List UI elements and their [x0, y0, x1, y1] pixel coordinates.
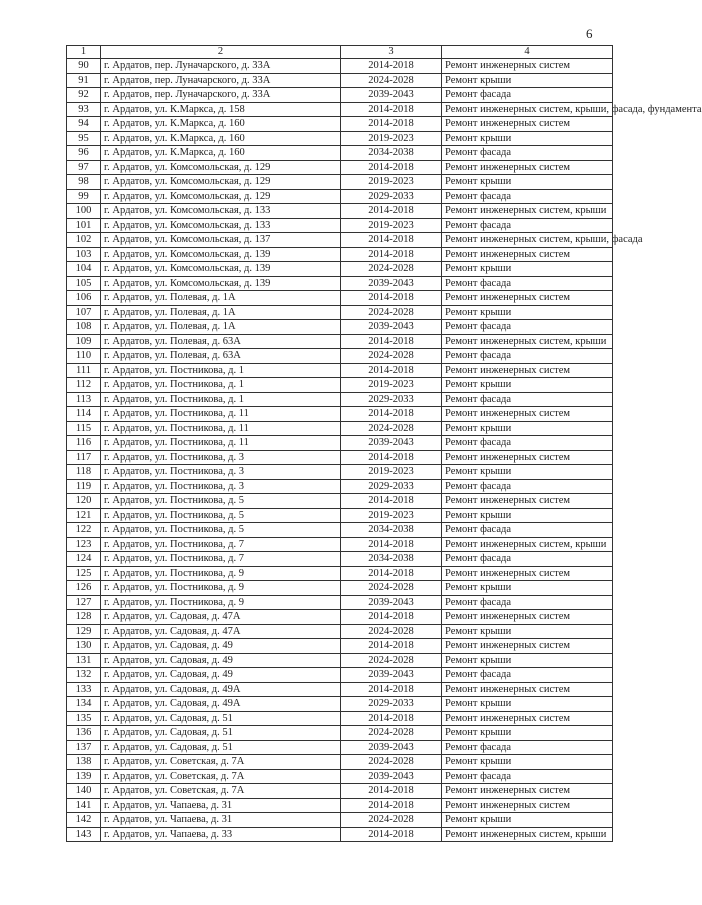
period-cell: 2014-2018 [341, 334, 442, 349]
column-header-work-type: 4 [442, 46, 613, 59]
period-cell: 2039-2043 [341, 436, 442, 451]
table-row [67, 131, 613, 146]
period-cell: 2024-2028 [341, 581, 442, 596]
row-number: 117 [67, 450, 101, 465]
work-type-cell: Ремонт фасада [442, 479, 613, 494]
address-cell: г. Ардатов, ул. Чапаева, д. 31 [101, 798, 341, 813]
address-cell: г. Ардатов, ул. Комсомольская, д. 129 [101, 189, 341, 204]
work-type-cell: Ремонт крыши [442, 755, 613, 770]
period-cell: 2014-2018 [341, 566, 442, 581]
row-number: 109 [67, 334, 101, 349]
table-row [67, 798, 613, 813]
address-cell: г. Ардатов, ул. К.Маркса, д. 158 [101, 102, 341, 117]
row-number: 99 [67, 189, 101, 204]
address-cell: г. Ардатов, ул. Садовая, д. 49А [101, 682, 341, 697]
table-row [67, 494, 613, 509]
address-cell: г. Ардатов, ул. Постникова, д. 3 [101, 479, 341, 494]
table-row [67, 697, 613, 712]
period-cell: 2014-2018 [341, 494, 442, 509]
repair-schedule-table [66, 45, 702, 842]
table-row [67, 276, 613, 291]
row-number: 92 [67, 88, 101, 103]
table-row [67, 581, 613, 596]
period-cell: 2014-2018 [341, 247, 442, 262]
work-type-cell: Ремонт крыши [442, 262, 613, 277]
table-row [67, 421, 613, 436]
work-type-cell: Ремонт фасада [442, 218, 613, 233]
table-row [67, 363, 613, 378]
address-cell: г. Ардатов, ул. Комсомольская, д. 139 [101, 262, 341, 277]
row-number: 142 [67, 813, 101, 828]
period-cell: 2014-2018 [341, 407, 442, 422]
work-type-cell: Ремонт инженерных систем [442, 291, 613, 306]
period-cell: 2014-2018 [341, 537, 442, 552]
table-row [67, 479, 613, 494]
address-cell: г. Ардатов, ул. Комсомольская, д. 137 [101, 233, 341, 248]
address-cell: г. Ардатов, ул. Постникова, д. 11 [101, 421, 341, 436]
period-cell: 2034-2038 [341, 523, 442, 538]
address-cell: г. Ардатов, ул. Садовая, д. 47А [101, 610, 341, 625]
period-cell: 2014-2018 [341, 363, 442, 378]
address-cell: г. Ардатов, ул. Постникова, д. 1 [101, 378, 341, 393]
row-number: 140 [67, 784, 101, 799]
work-type-cell: Ремонт фасада [442, 276, 613, 291]
table-row [67, 291, 613, 306]
row-number: 103 [67, 247, 101, 262]
table-row [67, 740, 613, 755]
row-number: 123 [67, 537, 101, 552]
work-type-cell: Ремонт фасада [442, 436, 613, 451]
row-number: 115 [67, 421, 101, 436]
period-cell: 2014-2018 [341, 827, 442, 842]
work-type-cell: Ремонт крыши [442, 378, 613, 393]
column-header-address: 2 [101, 46, 341, 59]
period-cell: 2019-2023 [341, 378, 442, 393]
work-type-cell: Ремонт крыши [442, 726, 613, 741]
address-cell: г. Ардатов, ул. Садовая, д. 51 [101, 740, 341, 755]
row-number: 104 [67, 262, 101, 277]
work-type-cell: Ремонт крыши [442, 813, 613, 828]
period-cell: 2024-2028 [341, 653, 442, 668]
work-type-cell: Ремонт инженерных систем [442, 450, 613, 465]
work-type-cell: Ремонт инженерных систем, крыши [442, 827, 613, 842]
table-row [67, 653, 613, 668]
address-cell: г. Ардатов, ул. Комсомольская, д. 139 [101, 247, 341, 262]
work-type-cell: Ремонт фасада [442, 88, 613, 103]
period-cell: 2019-2023 [341, 218, 442, 233]
period-cell: 2014-2018 [341, 160, 442, 175]
address-cell: г. Ардатов, ул. Постникова, д. 5 [101, 523, 341, 538]
row-number: 131 [67, 653, 101, 668]
work-type-cell: Ремонт фасада [442, 552, 613, 567]
period-cell: 2014-2018 [341, 59, 442, 74]
table-row [67, 769, 613, 784]
row-number: 101 [67, 218, 101, 233]
work-type-cell: Ремонт крыши [442, 465, 613, 480]
work-type-cell: Ремонт фасада [442, 769, 613, 784]
row-number: 107 [67, 305, 101, 320]
period-cell: 2024-2028 [341, 262, 442, 277]
table-row [67, 102, 613, 117]
row-number: 139 [67, 769, 101, 784]
table-row [67, 218, 613, 233]
table-row [67, 320, 613, 335]
address-cell: г. Ардатов, ул. Комсомольская, д. 129 [101, 175, 341, 190]
row-number: 121 [67, 508, 101, 523]
table-row [67, 523, 613, 538]
period-cell: 2024-2028 [341, 73, 442, 88]
address-cell: г. Ардатов, ул. Комсомольская, д. 133 [101, 218, 341, 233]
table-row [67, 726, 613, 741]
work-type-cell: Ремонт инженерных систем [442, 711, 613, 726]
period-cell: 2014-2018 [341, 117, 442, 132]
table-row [67, 305, 613, 320]
table-row [67, 465, 613, 480]
address-cell: г. Ардатов, пер. Луначарского, д. 33А [101, 73, 341, 88]
row-number: 112 [67, 378, 101, 393]
period-cell: 2024-2028 [341, 305, 442, 320]
address-cell: г. Ардатов, ул. Садовая, д. 51 [101, 726, 341, 741]
address-cell: г. Ардатов, ул. Советская, д. 7А [101, 755, 341, 770]
work-type-cell: Ремонт инженерных систем, крыши, фасада [442, 233, 613, 248]
work-type-cell: Ремонт фасада [442, 349, 613, 364]
period-cell: 2029-2033 [341, 479, 442, 494]
address-cell: г. Ардатов, ул. Постникова, д. 9 [101, 595, 341, 610]
row-number: 110 [67, 349, 101, 364]
row-number: 127 [67, 595, 101, 610]
period-cell: 2019-2023 [341, 508, 442, 523]
address-cell: г. Ардатов, ул. Постникова, д. 3 [101, 450, 341, 465]
work-type-cell: Ремонт инженерных систем, крыши [442, 334, 613, 349]
address-cell: г. Ардатов, ул. Чапаева, д. 31 [101, 813, 341, 828]
table-row [67, 595, 613, 610]
row-number: 90 [67, 59, 101, 74]
table-row [67, 247, 613, 262]
address-cell: г. Ардатов, ул. Постникова, д. 9 [101, 566, 341, 581]
work-type-cell: Ремонт инженерных систем [442, 59, 613, 74]
work-type-cell: Ремонт фасада [442, 320, 613, 335]
address-cell: г. Ардатов, ул. Садовая, д. 51 [101, 711, 341, 726]
work-type-cell: Ремонт инженерных систем [442, 610, 613, 625]
row-number: 138 [67, 755, 101, 770]
row-number: 95 [67, 131, 101, 146]
table-row [67, 711, 613, 726]
address-cell: г. Ардатов, ул. Полевая, д. 63А [101, 349, 341, 364]
table-row [67, 262, 613, 277]
address-cell: г. Ардатов, ул. Советская, д. 7А [101, 769, 341, 784]
work-type-cell: Ремонт крыши [442, 131, 613, 146]
address-cell: г. Ардатов, ул. Советская, д. 7А [101, 784, 341, 799]
table-row [67, 436, 613, 451]
row-number: 125 [67, 566, 101, 581]
table-row [67, 610, 613, 625]
row-number: 100 [67, 204, 101, 219]
period-cell: 2014-2018 [341, 204, 442, 219]
table-row [67, 204, 613, 219]
table-body [67, 59, 702, 842]
address-cell: г. Ардатов, ул. Постникова, д. 11 [101, 436, 341, 451]
row-number: 128 [67, 610, 101, 625]
row-number: 102 [67, 233, 101, 248]
table-row [67, 233, 613, 248]
work-type-cell: Ремонт крыши [442, 175, 613, 190]
address-cell: г. Ардатов, ул. Постникова, д. 7 [101, 552, 341, 567]
table-row [67, 59, 613, 74]
row-number: 114 [67, 407, 101, 422]
work-type-cell: Ремонт фасада [442, 392, 613, 407]
address-cell: г. Ардатов, ул. Постникова, д. 7 [101, 537, 341, 552]
row-number: 130 [67, 639, 101, 654]
work-type-cell: Ремонт крыши [442, 508, 613, 523]
row-number: 141 [67, 798, 101, 813]
table-row [67, 392, 613, 407]
period-cell: 2029-2033 [341, 697, 442, 712]
work-type-cell: Ремонт инженерных систем [442, 784, 613, 799]
period-cell: 2039-2043 [341, 769, 442, 784]
row-number: 108 [67, 320, 101, 335]
row-number: 97 [67, 160, 101, 175]
period-cell: 2024-2028 [341, 726, 442, 741]
work-type-cell: Ремонт инженерных систем, крыши [442, 537, 613, 552]
table-row [67, 668, 613, 683]
row-number: 105 [67, 276, 101, 291]
address-cell: г. Ардатов, ул. К.Маркса, д. 160 [101, 131, 341, 146]
period-cell: 2019-2023 [341, 465, 442, 480]
period-cell: 2014-2018 [341, 682, 442, 697]
row-number: 113 [67, 392, 101, 407]
period-cell: 2014-2018 [341, 102, 442, 117]
address-cell: г. Ардатов, ул. Полевая, д. 1А [101, 291, 341, 306]
work-type-cell: Ремонт инженерных систем [442, 639, 613, 654]
table-row [67, 827, 613, 842]
period-cell: 2024-2028 [341, 813, 442, 828]
period-cell: 2029-2033 [341, 392, 442, 407]
work-type-cell: Ремонт фасада [442, 740, 613, 755]
table-row [67, 175, 613, 190]
table-header-row [67, 46, 613, 59]
work-type-cell: Ремонт крыши [442, 581, 613, 596]
row-number: 94 [67, 117, 101, 132]
period-cell: 2014-2018 [341, 291, 442, 306]
row-number: 132 [67, 668, 101, 683]
page-number: 6 [586, 26, 593, 41]
address-cell: г. Ардатов, ул. Постникова, д. 1 [101, 363, 341, 378]
period-cell: 2014-2018 [341, 450, 442, 465]
period-cell: 2039-2043 [341, 276, 442, 291]
row-number: 91 [67, 73, 101, 88]
table-row [67, 407, 613, 422]
table-row [67, 349, 613, 364]
period-cell: 2034-2038 [341, 552, 442, 567]
address-cell: г. Ардатов, ул. К.Маркса, д. 160 [101, 117, 341, 132]
work-type-cell: Ремонт инженерных систем [442, 160, 613, 175]
address-cell: г. Ардатов, ул. Постникова, д. 5 [101, 508, 341, 523]
row-number: 143 [67, 827, 101, 842]
work-type-cell: Ремонт инженерных систем [442, 682, 613, 697]
work-type-cell: Ремонт инженерных систем [442, 798, 613, 813]
row-number: 98 [67, 175, 101, 190]
address-cell: г. Ардатов, пер. Луначарского, д. 33А [101, 88, 341, 103]
row-number: 118 [67, 465, 101, 480]
work-type-cell: Ремонт инженерных систем [442, 247, 613, 262]
period-cell: 2014-2018 [341, 639, 442, 654]
row-number: 126 [67, 581, 101, 596]
table-row [67, 552, 613, 567]
period-cell: 2014-2018 [341, 798, 442, 813]
work-type-cell: Ремонт крыши [442, 624, 613, 639]
address-cell: г. Ардатов, ул. Полевая, д. 1А [101, 305, 341, 320]
address-cell: г. Ардатов, ул. Садовая, д. 47А [101, 624, 341, 639]
address-cell: г. Ардатов, ул. Полевая, д. 1А [101, 320, 341, 335]
address-cell: г. Ардатов, ул. Постникова, д. 5 [101, 494, 341, 509]
work-type-cell: Ремонт фасада [442, 595, 613, 610]
work-type-cell: Ремонт крыши [442, 73, 613, 88]
table-row [67, 189, 613, 204]
row-number: 137 [67, 740, 101, 755]
period-cell: 2014-2018 [341, 233, 442, 248]
period-cell: 2029-2033 [341, 189, 442, 204]
table-row [67, 755, 613, 770]
address-cell: г. Ардатов, пер. Луначарского, д. 33А [101, 59, 341, 74]
work-type-cell: Ремонт фасада [442, 146, 613, 161]
row-number: 93 [67, 102, 101, 117]
table-row [67, 378, 613, 393]
work-type-cell: Ремонт фасада [442, 189, 613, 204]
work-type-cell: Ремонт крыши [442, 421, 613, 436]
table-row [67, 334, 613, 349]
work-type-cell: Ремонт инженерных систем [442, 494, 613, 509]
work-type-cell: Ремонт инженерных систем, крыши [442, 204, 613, 219]
period-cell: 2024-2028 [341, 349, 442, 364]
address-cell: г. Ардатов, ул. Постникова, д. 11 [101, 407, 341, 422]
period-cell: 2039-2043 [341, 88, 442, 103]
address-cell: г. Ардатов, ул. Постникова, д. 1 [101, 392, 341, 407]
row-number: 111 [67, 363, 101, 378]
row-number: 136 [67, 726, 101, 741]
address-cell: г. Ардатов, ул. Постникова, д. 3 [101, 465, 341, 480]
table-row [67, 88, 613, 103]
column-header-period: 3 [341, 46, 442, 59]
row-number: 119 [67, 479, 101, 494]
address-cell: г. Ардатов, ул. Комсомольская, д. 139 [101, 276, 341, 291]
address-cell: г. Ардатов, ул. Садовая, д. 49 [101, 639, 341, 654]
row-number: 120 [67, 494, 101, 509]
address-cell: г. Ардатов, ул. Полевая, д. 63А [101, 334, 341, 349]
period-cell: 2024-2028 [341, 624, 442, 639]
period-cell: 2039-2043 [341, 740, 442, 755]
period-cell: 2014-2018 [341, 784, 442, 799]
period-cell: 2024-2028 [341, 755, 442, 770]
row-number: 134 [67, 697, 101, 712]
address-cell: г. Ардатов, ул. К.Маркса, д. 160 [101, 146, 341, 161]
table-row [67, 784, 613, 799]
table-row [67, 73, 613, 88]
table-row [67, 160, 613, 175]
work-type-cell: Ремонт крыши [442, 653, 613, 668]
period-cell: 2039-2043 [341, 320, 442, 335]
address-cell: г. Ардатов, ул. Садовая, д. 49 [101, 653, 341, 668]
work-type-cell: Ремонт крыши [442, 305, 613, 320]
work-type-cell: Ремонт фасада [442, 668, 613, 683]
table-row [67, 508, 613, 523]
table-row [67, 639, 613, 654]
work-type-cell: Ремонт инженерных систем [442, 363, 613, 378]
table-row [67, 537, 613, 552]
row-number: 106 [67, 291, 101, 306]
table-row [67, 624, 613, 639]
column-header-number: 1 [67, 46, 101, 59]
table-row [67, 566, 613, 581]
table-row [67, 450, 613, 465]
period-cell: 2034-2038 [341, 146, 442, 161]
row-number: 124 [67, 552, 101, 567]
work-type-cell: Ремонт инженерных систем, крыши, фасада, фундамента [442, 102, 613, 117]
address-cell: г. Ардатов, ул. Комсомольская, д. 133 [101, 204, 341, 219]
period-cell: 2039-2043 [341, 595, 442, 610]
period-cell: 2024-2028 [341, 421, 442, 436]
work-type-cell: Ремонт инженерных систем [442, 117, 613, 132]
work-type-cell: Ремонт фасада [442, 523, 613, 538]
table-row [67, 682, 613, 697]
table-row [67, 117, 613, 132]
table-row [67, 813, 613, 828]
period-cell: 2019-2023 [341, 175, 442, 190]
row-number: 122 [67, 523, 101, 538]
address-cell: г. Ардатов, ул. Садовая, д. 49А [101, 697, 341, 712]
period-cell: 2019-2023 [341, 131, 442, 146]
work-type-cell: Ремонт инженерных систем [442, 566, 613, 581]
address-cell: г. Ардатов, ул. Постникова, д. 9 [101, 581, 341, 596]
row-number: 135 [67, 711, 101, 726]
work-type-cell: Ремонт инженерных систем [442, 407, 613, 422]
address-cell: г. Ардатов, ул. Садовая, д. 49 [101, 668, 341, 683]
period-cell: 2039-2043 [341, 668, 442, 683]
table-row [67, 146, 613, 161]
period-cell: 2014-2018 [341, 711, 442, 726]
row-number: 96 [67, 146, 101, 161]
row-number: 116 [67, 436, 101, 451]
row-number: 129 [67, 624, 101, 639]
address-cell: г. Ардатов, ул. Чапаева, д. 33 [101, 827, 341, 842]
address-cell: г. Ардатов, ул. Комсомольская, д. 129 [101, 160, 341, 175]
period-cell: 2014-2018 [341, 610, 442, 625]
work-type-cell: Ремонт крыши [442, 697, 613, 712]
row-number: 133 [67, 682, 101, 697]
